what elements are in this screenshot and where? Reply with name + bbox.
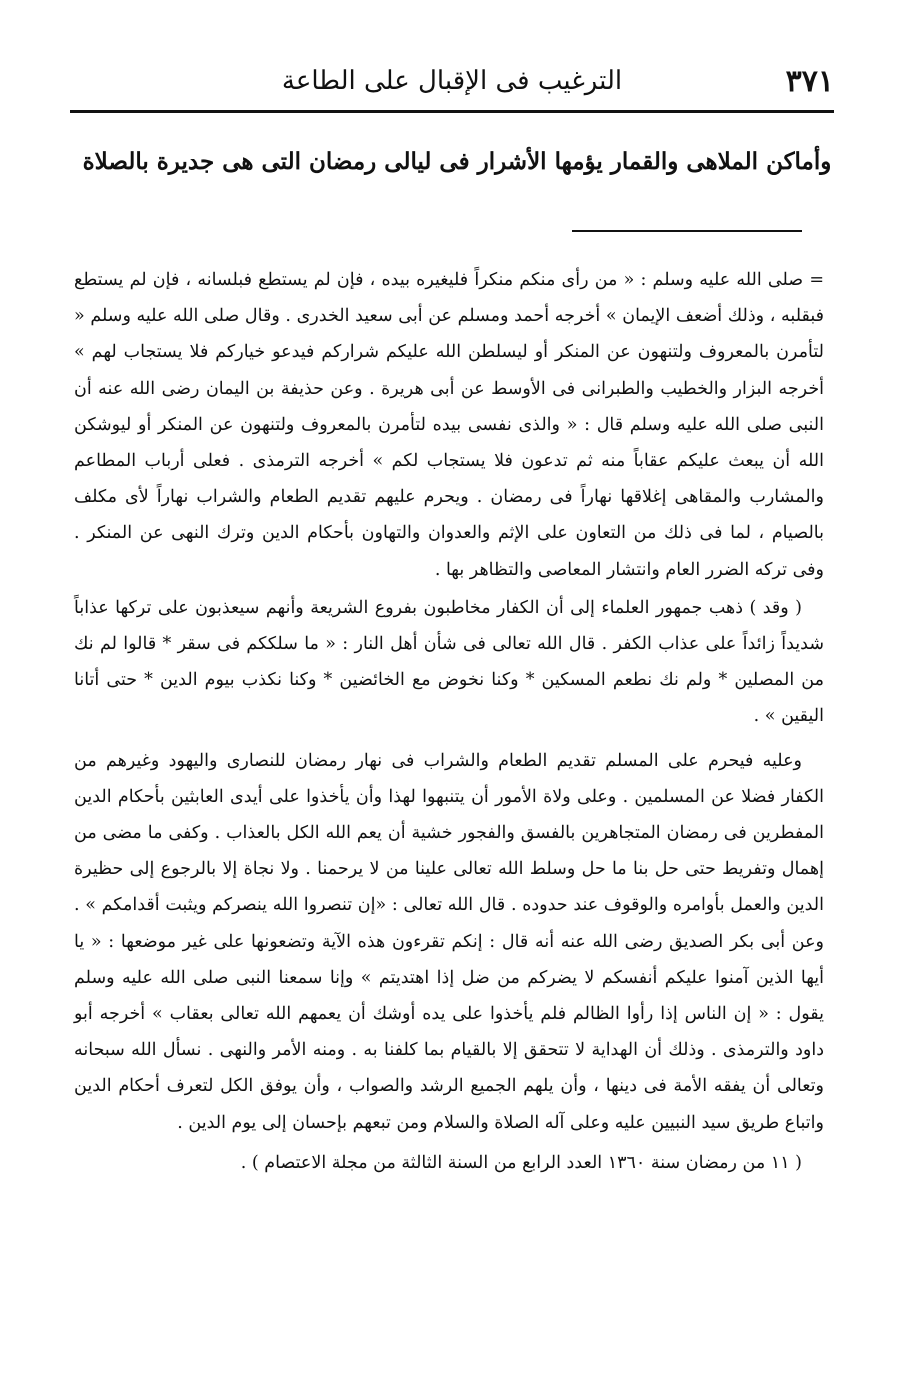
page-header (70, 58, 834, 108)
paragraph-scholars: ( وقد ) ذهب جمهور العلماء إلى أن الكفار مخاطبون بفروع الشريعة وأنهم سيعذبون على تركها عذاباً شديداً زائداً على عذاب الكفر . قال الله تعالى فى شأن أهل النار : « ما سلككم فى سقر * قالوا لم نك من المصلين * ولم نك نطعم المسكين * وكنا نخوض مع الخائضين * وكنا نكذب بيوم الدين * حتى أتانا اليقين » . (74, 597, 824, 727)
paragraph-ruling: وعليه فيحرم على المسلم تقديم الطعام والشراب فى نهار رمضان للنصارى واليهود وغيرهم من الكفار فضلا عن المسلمين . وعلى ولاة الأمور أن يتنبهوا لهذا وأن يأخذوا على أيدى العابثين بأحكام الدين المفطرين فى رمضان المتجاهرين بالفسق والفجور خشية أن يعم الله الكل بالعذاب . وكفى ما مضى من إهمال وتفريط حتى حل بنا ما حل وسلط الله تعالى علينا من لا يرحمنا . ولا نجاة إلا بالرجوع إلى حظيرة الدين والعمل بأوامره والوقوف عند حدوده . قال الله تعالى : «إن تنصروا الله ينصركم ويثبت أقدامكم » . وعن أبى بكر الصديق رضى الله عنه أنه قال : إنكم تقرءون هذه الآية وتضعونها على غير موضعها : « يا أيها الذين آمنوا عليكم أنفسكم لا يضركم من ضل إذا اهتديتم » وإنا سمعنا النبى صلى الله عليه وسلم يقول : « إن الناس إذا رأوا الظالم فلم يأخذوا على يده أوشك أن يعمهم الله تعالى بعقاب » أخرجه أبو داود والترمذى . وذلك أن الهداية لا تتحقق إلا بالقيام بما كلفنا به . ومنه الأمر والنهى . نسأل الله سبحانه وتعالى أن يفقه الأمة فى دينها ، وأن يلهم الجميع الرشد والصواب ، وأن يوفق الكل لتعرف أحكام الدين واتباع طريق سيد النبيين عليه وعلى آله الصلاة والسلام ومن تبعهم بإحسان إلى يوم الدين . (74, 750, 824, 1133)
source-citation: ( ١١ من رمضان سنة ١٣٦٠ العدد الرابع من السنة الثالثة من مجلة الاعتصام ) . (240, 1152, 802, 1173)
verse-line: وأماكن الملاهى والقمار يؤمها الأشرار فى ليالى رمضان التى هى جديرة بالصلاة (82, 148, 832, 175)
running-title: الترغيب فى الإقبال على الطاعة (281, 66, 623, 96)
page-number: ٣٧١ (785, 64, 834, 99)
verse-rule (572, 230, 802, 232)
body-text (74, 262, 824, 1183)
paragraph-continuation: = صلى الله عليه وسلم : « من رأى منكم منكراً فليغيره بيده ، فإن لم يستطع فبلسانه ، فإن لم يستطع فبقلبه ، وذلك أضعف الإيمان » أخرجه أحمد ومسلم عن أبى سعيد الخدرى . وقال صلى الله عليه وسلم « لتأمرن بالمعروف ولتنهون عن المنكر أو ليسلطن الله عليكم شراركم فيدعو خياركم فلا يستجاب لهم » أخرجه البزار والخطيب والطبرانى فى الأوسط عن أبى هريرة . وعن حذيفة بن اليمان رضى الله عنه أن النبى صلى الله عليه وسلم قال : « والذى نفسى بيده لتأمرن بالمعروف ولتنهون عن المنكر أو ليوشكن الله أن يبعث عليكم عقاباً منه ثم تدعون فلا يستجاب لكم » أخرجه الترمذى . فعلى أرباب المطاعم والمشارب والمقاهى إغلاقها نهاراً فى رمضان . ويحرم عليهم تقديم الطعام والشراب نهاراً لأى مكلف بالصيام ، لما فى ذلك من التعاون على الإثم والعدوان والتهاون بأحكام الدين وترك النهى عن المنكر . وفى تركه الضرر العام وانتشار المعاصى والتظاهر بها . (74, 270, 824, 580)
header-rule (70, 110, 834, 113)
